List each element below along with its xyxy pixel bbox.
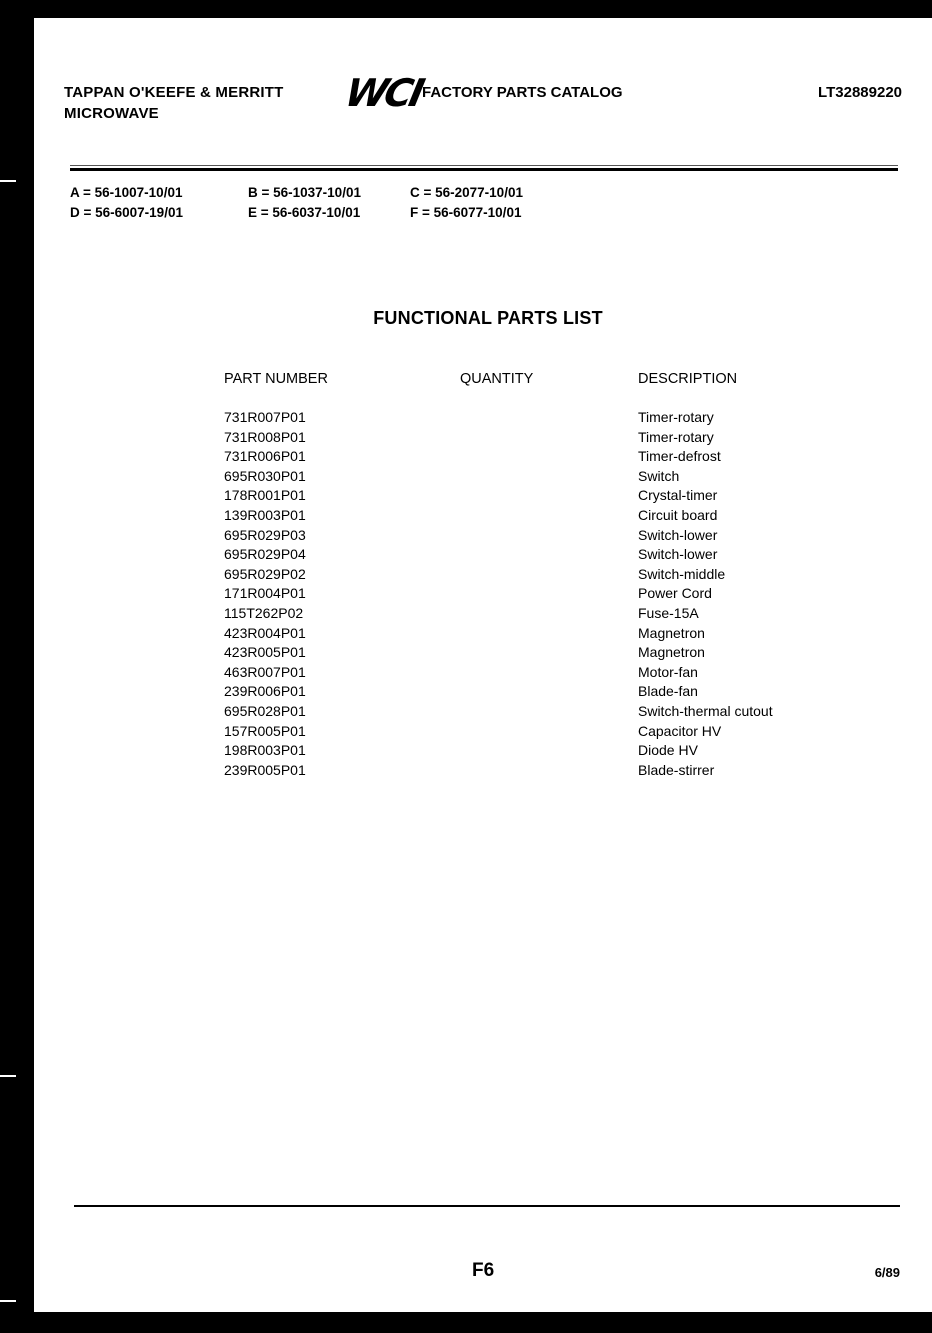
part-description: Circuit board [638, 506, 718, 523]
part-number: 171R004P01 [224, 585, 306, 602]
model-code: B = 56-1037-10/01 [248, 185, 361, 200]
part-number: 695R030P01 [224, 467, 306, 484]
part-number: 695R028P01 [224, 702, 306, 719]
part-description: Timer-rotary [638, 428, 714, 445]
part-description: Switch [638, 467, 680, 484]
scan-border-bottom [0, 1312, 932, 1333]
part-number: 731R007P01 [224, 409, 306, 425]
wci-logo: WCI [341, 71, 426, 115]
column-header-description: DESCRIPTION [638, 371, 738, 387]
divider [70, 168, 898, 171]
scan-mark [0, 180, 16, 182]
part-description: Switch-middle [638, 565, 726, 582]
part-number: 239R005P01 [224, 761, 306, 778]
scan-mark [0, 1075, 16, 1077]
column-header-part-number: PART NUMBER [224, 371, 328, 387]
part-number: 157R005P01 [224, 722, 306, 739]
part-number: 695R029P03 [224, 526, 306, 543]
part-description: Crystal-timer [638, 487, 718, 504]
model-code: E = 56-6037-10/01 [248, 205, 361, 220]
part-description: Switch-thermal cutout [638, 702, 773, 719]
part-number: 239R006P01 [224, 683, 306, 700]
model-code-legend [70, 184, 570, 222]
part-description: Motor-fan [638, 663, 698, 680]
page-number: F6 [472, 1260, 495, 1281]
model-code: D = 56-6007-19/01 [70, 205, 183, 220]
part-description: Blade-fan [638, 683, 698, 700]
part-description: Magnetron [638, 644, 705, 661]
part-number: 178R001P01 [224, 487, 306, 504]
part-description: Diode HV [638, 742, 698, 759]
part-description: Switch-lower [638, 526, 718, 543]
part-description: Switch-lower [638, 546, 718, 563]
scan-border-left [0, 0, 34, 1333]
brand-name: TAPPAN O'KEEFE & MERRITT [64, 84, 284, 101]
part-number: 695R029P02 [224, 565, 306, 582]
part-description: Magnetron [638, 624, 705, 641]
print-date: 6/89 [874, 1265, 900, 1280]
part-number: 731R006P01 [224, 448, 306, 465]
part-description: Fuse-15A [638, 604, 699, 621]
part-number: 198R003P01 [224, 742, 306, 759]
model-code: A = 56-1007-10/01 [70, 185, 183, 200]
page-title: FUNCTIONAL PARTS LIST [373, 308, 603, 328]
product-type: MICROWAVE [64, 105, 159, 122]
model-number: LT32889220 [818, 84, 902, 101]
part-number: 423R004P01 [224, 624, 306, 641]
part-description: Power Cord [638, 585, 712, 602]
divider [74, 1205, 900, 1207]
catalog-title: FACTORY PARTS CATALOG [422, 84, 623, 101]
column-header-quantity: QUANTITY [460, 371, 534, 387]
part-number: 139R003P01 [224, 506, 306, 523]
part-number: 115T262P02 [224, 604, 304, 621]
part-number: 463R007P01 [224, 663, 306, 680]
part-description: Timer-rotary [638, 409, 714, 425]
catalog-page [34, 18, 932, 1312]
part-description: Capacitor HV [638, 722, 722, 739]
part-number: 731R008P01 [224, 428, 306, 445]
part-number: 423R005P01 [224, 644, 306, 661]
divider [70, 165, 898, 166]
brand-header [64, 82, 283, 124]
scan-mark [0, 1300, 16, 1302]
part-description: Blade-stirrer [638, 761, 715, 778]
part-description: Timer-defrost [638, 448, 721, 465]
model-code: F = 56-6077-10/01 [410, 205, 522, 220]
model-code: C = 56-2077-10/01 [410, 185, 523, 200]
part-number: 695R029P04 [224, 546, 306, 563]
